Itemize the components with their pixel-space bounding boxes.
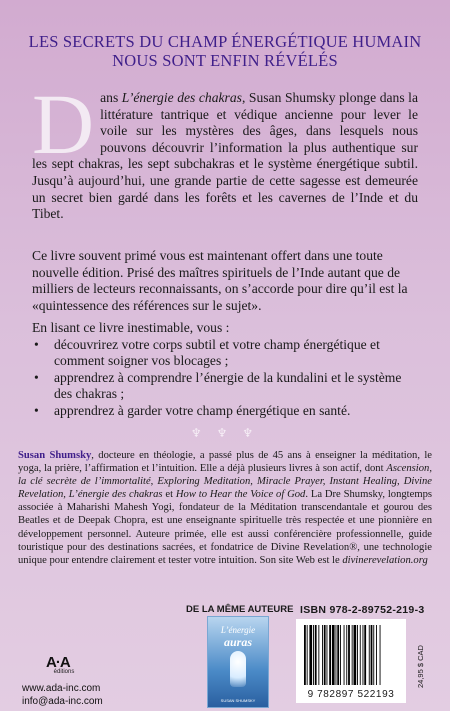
price: 24,95 $ CAD [416, 645, 425, 688]
headline-line-2: NOUS SONT ENFIN RÉVÉLÉS [112, 51, 338, 70]
bio-text: , docteure en théologie, a passé plus de 45 ans à enseigner la méditation, le yoga, la prière, l’affirmation et l’intuition. Elle a déjà plusieurs livres à son actif, dont [18, 450, 432, 475]
benefits-list [32, 337, 418, 420]
author-name: Susan Shumsky [18, 450, 92, 461]
same-author-label: DE LA MÊME AUTEURE [186, 604, 294, 615]
isbn: ISBN 978-2-89752-219-3 [300, 604, 425, 616]
author-website: divinerevelation.org [342, 554, 428, 566]
barcode [296, 619, 406, 703]
intro-start: ans [100, 90, 122, 105]
intro-paragraph [32, 76, 418, 223]
other-book-title-2: auras [223, 635, 252, 649]
lotus-ornament-icon: ♆ ♆ ♆ [190, 426, 260, 440]
publisher-logo-mark: A·A [46, 654, 70, 671]
bio-text: . La Dre Shumsky, longtemps associée à Maharishi Mahesh Yogi, fondateur de la Méditation transcendantale et gourou des Beatles et de Deepak Chopra, est une enseignante spirituelle très respectée et une pionnière en développement personnel. Auteure primée, elle est aussi conférencière professionnelle, guide touristique pour des destinations sacrées, et fondatrice de Divine Revelation®, une technologie unique pour entendre clairement et tester votre intuition. Son site Web est le [18, 489, 432, 566]
bio-book: How to Hear the Voice of God [175, 489, 306, 501]
bio-books: Ascension, la clé secrète de l’immortalité, Exploring Meditation, Miracle Prayer, Instant Healing, Divine Revelation, L’énergie des chakras [18, 463, 432, 501]
publisher-email: info@ada-inc.com [22, 695, 103, 707]
benefits-lead: En lisant ce livre inestimable, vous : [32, 320, 230, 335]
benefit-item: • apprendrez à comprendre l’énergie de la kundalini et le système des chakras ; [32, 370, 418, 403]
other-book-author: SUSAN SHUMSKY [220, 698, 256, 703]
other-book-title-1: L’énergie [220, 625, 256, 635]
other-book-cover [207, 616, 269, 708]
barcode-bars-icon [304, 625, 398, 685]
intro-book-title: L’énergie des chakras [121, 90, 242, 105]
aura-figure-icon [230, 651, 246, 687]
author-bio [18, 449, 432, 567]
drop-cap: D [32, 76, 95, 172]
intro-text: , Susan Shumsky plonge dans la littérature tantrique et védique ancienne pour lever le voile sur les mystères des âges, dans lesquels nous pouvons découvrir l’information la plus authentique sur les sept chakras, les sept subchakras et le système énergétique subtil. Jusqu’à aujourd’hui, une grande partie de cette sagesse est demeurée un secret bien gardé dans les forêts et les cavernes de l’Inde et du Tibet. [32, 90, 418, 222]
benefit-item: • apprendrez à garder votre champ énergétique en santé. [32, 403, 418, 420]
barcode-number: 9 782897 522193 [307, 689, 395, 700]
benefits-section [32, 320, 418, 420]
publisher-logo [46, 654, 82, 680]
benefit-item: • découvrirez votre corps subtil et votre champ énergétique et comment soigner vos blocages ; [32, 337, 418, 370]
headline-line-1: LES SECRETS DU CHAMP ÉNERGÉTIQUE HUMAIN [28, 32, 422, 51]
publisher-contact [22, 683, 103, 708]
headline [0, 32, 450, 70]
publisher-editions-label: éditions [53, 669, 75, 675]
bio-text: et [162, 489, 176, 501]
edition-paragraph: Ce livre souvent primé vous est maintenant offert dans une toute nouvelle édition. Prisé des maîtres spirituels de l’Inde autant que de milliers de lecteurs reconnaissants, on s’accorde pour dire qu’il est la «quintessence des références sur le sujet». [32, 248, 408, 313]
publisher-website: www.ada-inc.com [22, 683, 101, 694]
